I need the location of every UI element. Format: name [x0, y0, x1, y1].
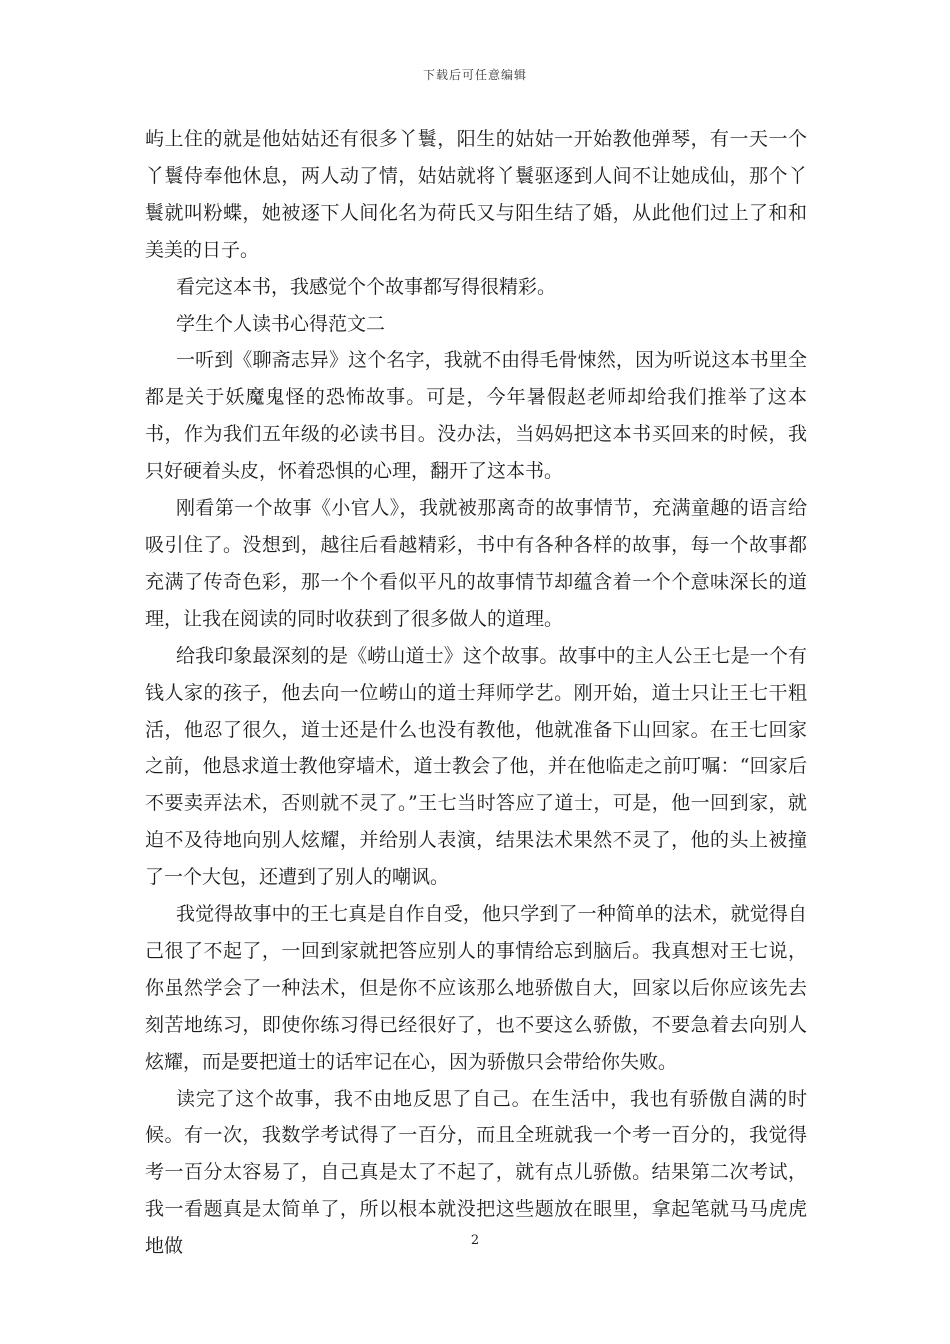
page-number: 2 — [470, 1233, 480, 1248]
paragraph: 我觉得故事中的王七真是自作自受，他只学到了一种简单的法术，就觉得自己很了不起了，一回到家就把答应别人的事情给忘到脑后。我真想对王七说，你虽然学会了一种法术，但是你不应该那么地骄傲自大，回家以后你应该先去刻苦地练习，即使你练习得已经很好了，也不要这么骄傲，不要急着去向别人炫耀，而是要把道士的话牢记在心，因为骄傲只会带给你失败。 — [145, 903, 807, 1073]
paragraph: 给我印象最深刻的是《崂山道士》这个故事。故事中的主人公王七是一个有钱人家的孩子，他去向一位崂山的道士拜师学艺。刚开始，道士只让王七干粗活，他忍了很久，道士还是什么也没有教他，他就准备下山回家。在王七回家之前，他恳求道士教他穿墙术，道士教会了他，并在他临走之前叮嘱：“回家后不要卖弄法术，否则就不灵了。”王七当时答应了道士，可是，他一回到家，就迫不及待地向别人炫耀，并给别人表演，结果法术果然不灵了，他的头上被撞了一个大包，还遭到了别人的嘲讽。 — [145, 644, 807, 889]
document-body — [145, 121, 807, 1265]
section-title: 学生个人读书心得范文二 — [176, 312, 386, 335]
paragraph: 看完这本书，我感觉个个故事都写得很精彩。 — [176, 275, 557, 298]
paragraph: 刚看第一个故事《小官人》，我就被那离奇的故事情节，充满童趣的语言给吸引住了。没想到，越往后看越精彩，书中有各种各样的故事，每一个故事都充满了传奇色彩，那一个个看似平凡的故事情节却蕴含着一个个意味深长的道理，让我在阅读的同时收获到了很多做人的道理。 — [145, 497, 807, 630]
paragraph: 一听到《聊斋志异》这个名字，我就不由得毛骨悚然，因为听说这本书里全都是关于妖魔鬼怪的恐怖故事。可是，今年暑假赵老师却给我们推举了这本书，作为我们五年级的必读书目。没办法，当妈妈把这本书买回来的时候，我只好硬着头皮，怀着恐惧的心理，翻开了这本书。 — [145, 349, 807, 483]
paragraph: 读完了这个故事，我不由地反思了自己。在生活中，我也有骄傲自满的时候。有一次，我数学考试得了一百分，而且全班就我一个考一百分的，我觉得考一百分太容易了，自己真是太了不起了，就有点儿骄傲。结果第二次考试，我一看题真是太简单了，所以根本就没把这些题放在眼里，拿起笔就马马虎虎地做 — [145, 1087, 807, 1258]
page-header: 下载后可任意编辑 — [422, 68, 527, 82]
paragraph-continuation: 屿上住的就是他姑姑还有很多丫鬟，阳生的姑姑一开始教他弹琴，有一天一个丫鬟侍奉他休息，两人动了情，姑姑就将丫鬟驱逐到人间不让她成仙，那个丫鬟就叫粉蝶，她被逐下人间化名为荷氏又与阳生结了婚，从此他们过上了和和美美的日子。 — [145, 128, 807, 261]
